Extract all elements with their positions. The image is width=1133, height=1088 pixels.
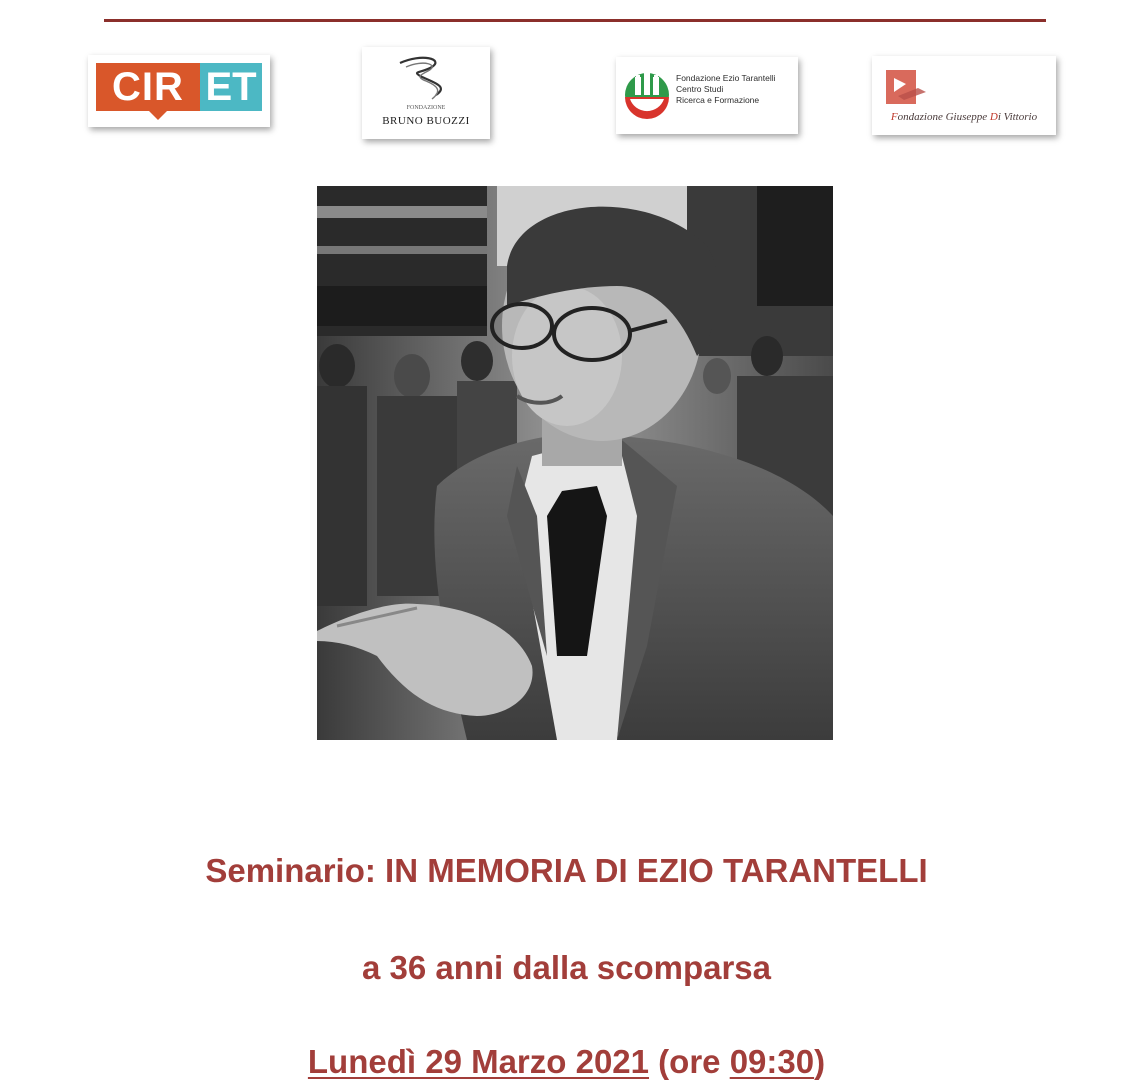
event-time[interactable]: 09:30: [729, 1043, 815, 1080]
tarantelli-line-2: Centro Studi: [676, 84, 724, 94]
tarantelli-line-1: Fondazione Ezio Tarantelli: [676, 73, 776, 83]
bruno-buozzi-logo: [362, 47, 490, 139]
ciret-logo-cir: CIR: [96, 63, 200, 111]
di-vittorio-text: Fondazione Giuseppe Di Vittorio: [890, 111, 1038, 123]
event-date[interactable]: Lunedì 29 Marzo 2021: [307, 1043, 650, 1080]
ciret-logo-et: ET: [200, 63, 262, 111]
tarantelli-logo: [616, 57, 798, 134]
buozzi-foundation-label: FONDAZIONE: [406, 105, 446, 111]
portrait-photo: [317, 186, 833, 740]
event-datetime: [0, 1043, 1133, 1081]
top-rule: [104, 19, 1046, 22]
event-time-prefix: (ore: [649, 1043, 730, 1080]
buozzi-name: BRUNO BUOZZI: [382, 115, 470, 127]
buozzi-swirl-icon: [392, 53, 460, 103]
di-vittorio-emblem-icon: [884, 66, 928, 108]
ciret-logo: [88, 55, 270, 127]
portrait-photo-bw-icon: [317, 186, 833, 740]
event-title: Seminario: IN MEMORIA DI EZIO TARANTELLI: [205, 852, 928, 889]
tarantelli-line-3: Ricerca e Formazione: [676, 95, 760, 105]
tarantelli-emblem-icon: [622, 63, 672, 127]
event-subtitle: a 36 anni dalla scomparsa: [361, 949, 772, 986]
event-time-suffix: ): [814, 1043, 826, 1080]
speech-bubble-tail-icon: [148, 110, 168, 120]
di-vittorio-logo: [872, 56, 1056, 135]
tarantelli-text: [676, 73, 794, 106]
